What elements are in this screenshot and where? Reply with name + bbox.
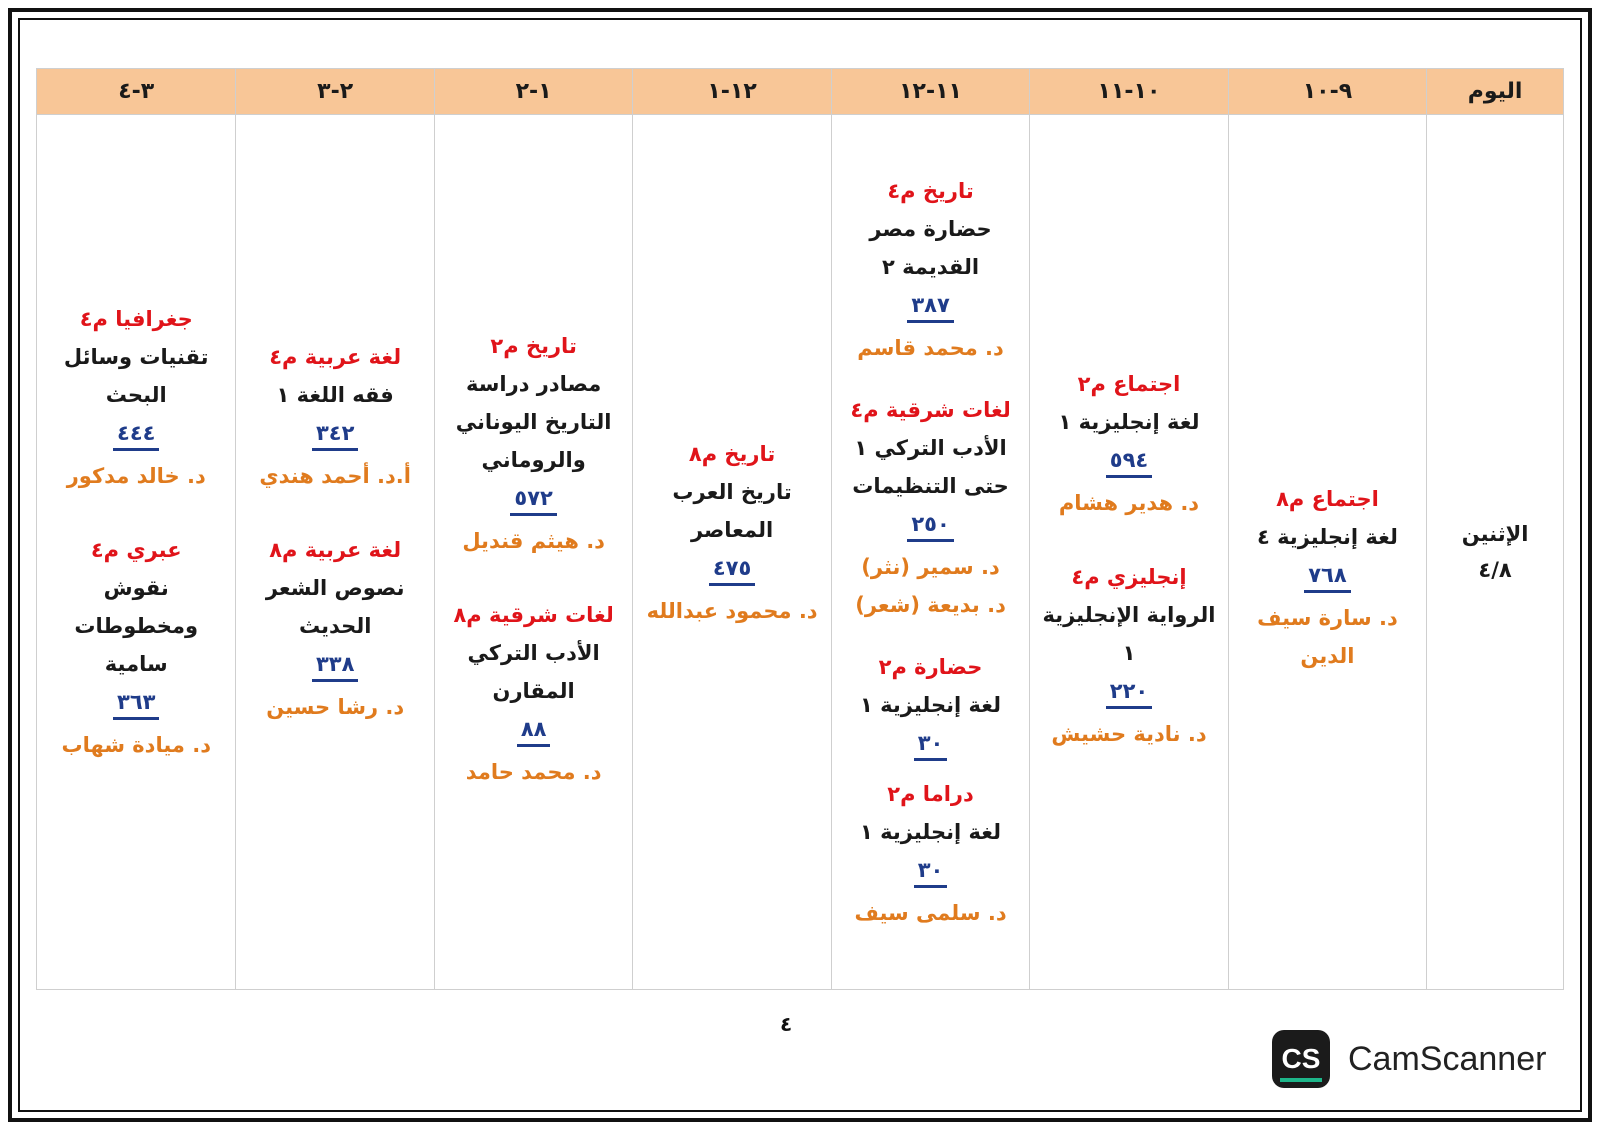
doctor-name: د. محمود عبدالله — [646, 598, 818, 623]
course-label: اجتماع م٢ — [1077, 372, 1181, 396]
header-slot-1-2: ١-٢ — [435, 69, 632, 115]
subject-label: لغة إنجليزية ١ — [860, 820, 1002, 844]
doctor-name: د. سارة سيف الدين — [1257, 605, 1398, 668]
subject-label: لغة إنجليزية ١ — [860, 693, 1002, 717]
subject-label: فقه اللغة ١ — [276, 383, 394, 407]
course-label: اجتماع م٨ — [1276, 486, 1379, 511]
student-count: ٣٨٧ — [907, 290, 953, 323]
lecture-entry — [44, 531, 229, 764]
subject-label: نصوص الشعر الحديث — [265, 576, 405, 638]
header-day: اليوم — [1427, 69, 1563, 115]
lecture-entry — [838, 391, 1023, 624]
course-label: جغرافيا م٤ — [79, 307, 193, 331]
lecture-entry — [441, 327, 626, 560]
lecture-entry — [838, 172, 1023, 367]
student-count: ٣٦٣ — [113, 687, 159, 720]
course-label: تاريخ م٢ — [490, 334, 577, 358]
doctor-name: أ.د. أحمد هندي — [259, 464, 411, 488]
doctor-name: د. محمد قاسم — [857, 336, 1004, 360]
lecture-entry — [44, 300, 229, 495]
lecture-entry — [640, 435, 825, 630]
course-label: دراما م٢ — [887, 782, 974, 806]
subject-label: حضارة مصر القديمة ٢ — [869, 217, 992, 279]
header-slot-2-3: ٢-٣ — [236, 69, 433, 115]
student-count: ٣٠ — [914, 855, 948, 888]
lecture-entry — [243, 531, 428, 726]
subject-label: تاريخ العرب المعاصر — [672, 479, 792, 542]
doctor-name: د. ميادة شهاب — [61, 733, 211, 757]
day-date: ٤/٨ — [1478, 558, 1512, 582]
subject-label: لغة إنجليزية ١ — [1058, 410, 1200, 434]
header-slot-11-12: ١١-١٢ — [832, 69, 1029, 115]
page-number: ٤ — [780, 1012, 793, 1036]
student-count: ٥٩٤ — [1106, 445, 1152, 478]
logo-text: CS — [1281, 1043, 1321, 1074]
slot-column-12-1 — [632, 69, 830, 989]
lecture-entry — [441, 596, 626, 791]
doctor-name: د. خالد مدكور — [66, 464, 206, 488]
subject-label: الأدب التركي المقارن — [467, 641, 600, 703]
camscanner-logo-icon — [1272, 1030, 1330, 1088]
lecture-entry — [1036, 558, 1221, 753]
student-count: ٥٧٢ — [510, 483, 556, 516]
header-slot-12-1: ١٢-١ — [633, 69, 830, 115]
slot-column-3-4 — [37, 69, 235, 989]
subject-label: تقنيات وسائل البحث — [63, 345, 209, 407]
lecture-entry — [854, 775, 1006, 932]
doctor-name-2: د. بديعة (شعر) — [855, 593, 1006, 617]
course-label: عبري م٤ — [90, 538, 182, 562]
lecture-entry — [1229, 480, 1426, 675]
course-label: لغة عربية م٤ — [269, 345, 402, 369]
doctor-name: د. سلمى سيف — [854, 901, 1007, 925]
slot-column-2-3 — [235, 69, 433, 989]
header-slot-3-4: ٣-٤ — [37, 69, 235, 115]
slot-column-11-12 — [831, 69, 1029, 989]
day-name: الإثنين — [1461, 522, 1529, 546]
student-count: ٢٢٠ — [1106, 676, 1152, 709]
doctor-name: د. محمد حامد — [465, 760, 602, 784]
subject-label: نقوش ومخطوطات سامية — [74, 576, 199, 676]
header-slot-9-10: ٩-١٠ — [1229, 69, 1426, 115]
course-label: تاريخ م٤ — [887, 179, 974, 203]
course-label: تاريخ م٨ — [688, 441, 776, 466]
student-count: ٣٤٢ — [312, 418, 358, 451]
slot-column-1-2 — [434, 69, 632, 989]
student-count: ٤٧٥ — [709, 553, 755, 586]
student-count: ٣٣٨ — [312, 649, 358, 682]
student-count: ٧٦٨ — [1304, 560, 1350, 593]
doctor-name: د. رشا حسين — [266, 695, 405, 719]
header-slot-10-11: ١٠-١١ — [1030, 69, 1227, 115]
lecture-entry — [259, 338, 411, 495]
slot-column-10-11 — [1029, 69, 1227, 989]
day-column — [1426, 69, 1563, 989]
slot-column-9-10 — [1228, 69, 1426, 989]
student-count: ٤٤٤ — [113, 418, 159, 451]
subject-label: مصادر دراسة التاريخ اليوناني والروماني — [455, 372, 612, 472]
student-count: ٣٠ — [914, 728, 948, 761]
lecture-entry — [860, 648, 1001, 767]
schedule-table — [36, 68, 1564, 990]
course-label: لغات شرقية م٤ — [850, 398, 1011, 422]
subject-label: الرواية الإنجليزية ١ — [1042, 603, 1216, 665]
camscanner-watermark: CamScanner — [1348, 1040, 1547, 1078]
lecture-entry — [1058, 365, 1199, 522]
doctor-name: د. نادية حشيش — [1051, 722, 1207, 746]
course-label: لغة عربية م٨ — [269, 538, 402, 562]
doctor-name: د. هيثم قنديل — [462, 529, 605, 553]
student-count: ٨٨ — [517, 714, 551, 747]
doctor-name: د. سمير (نثر) — [861, 555, 1000, 579]
subject-label: الأدب التركي ١ حتى التنظيمات — [852, 436, 1009, 498]
student-count: ٢٥٠ — [907, 509, 953, 542]
course-label: لغات شرقية م٨ — [453, 603, 614, 627]
course-label: حضارة م٢ — [878, 655, 983, 679]
course-label: إنجليزي م٤ — [1071, 565, 1187, 589]
doctor-name: د. هدير هشام — [1058, 491, 1200, 515]
subject-label: لغة إنجليزية ٤ — [1256, 524, 1398, 549]
